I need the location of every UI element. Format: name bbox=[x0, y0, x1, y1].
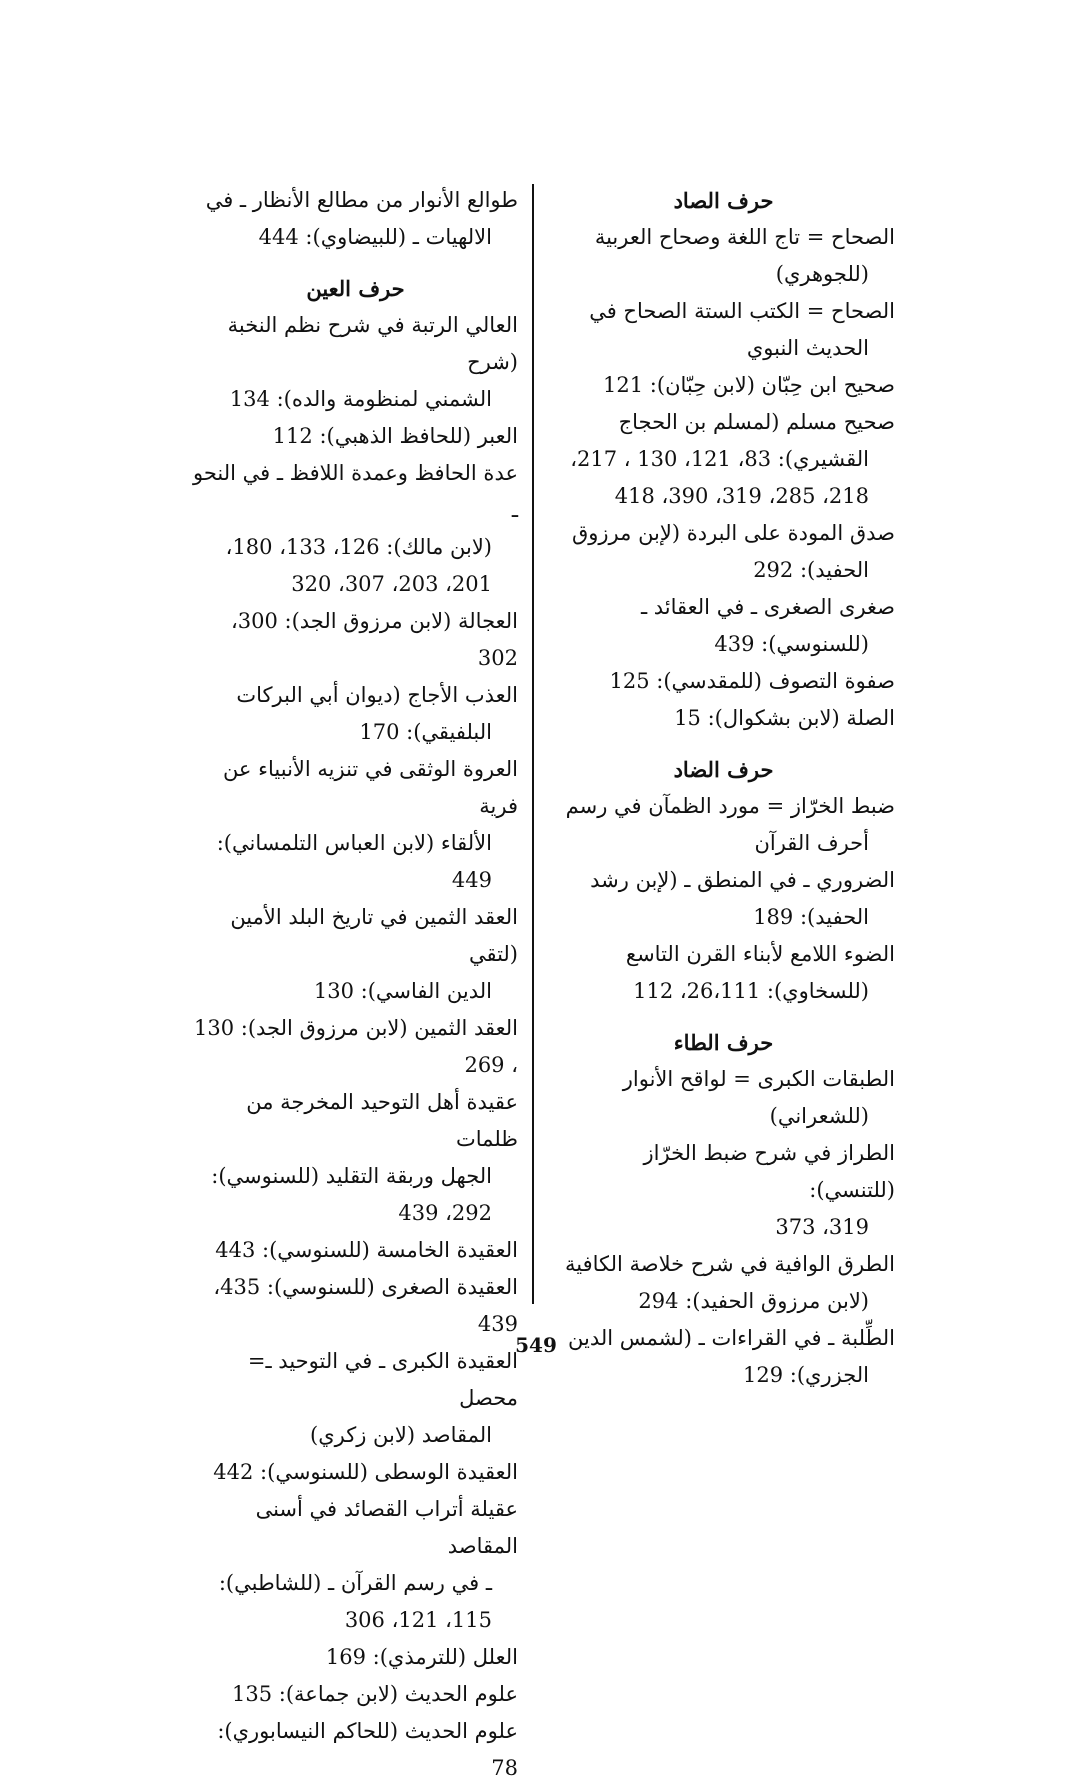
entry-title-line: العقيدة الصغرى (للسنوسي): 435، 439 bbox=[213, 1275, 518, 1336]
entry-title-line: صدق المودة على البردة (لإبن مرزوق bbox=[571, 521, 895, 545]
index-entry bbox=[193, 1084, 518, 1232]
entry-title-line: الطبقات الكبرى = لواقح الأنوار bbox=[622, 1067, 895, 1091]
entry-continuation-line: (للشعراني) bbox=[769, 1104, 869, 1128]
entry-continuation-line: البلفيقي): 170 bbox=[359, 720, 492, 744]
entry-continuation-line: 115، 121، 306 bbox=[344, 1608, 492, 1632]
index-entry bbox=[193, 1269, 518, 1343]
index-entry bbox=[193, 455, 518, 603]
index-entry bbox=[193, 1676, 518, 1713]
entry-continuation-line: الالهيات ـ (للبيضاوي): 444 bbox=[258, 225, 492, 249]
index-entry bbox=[193, 1491, 518, 1639]
entry-title-line: العجالة (لابن مرزوق الجد): 300، 302 bbox=[230, 609, 518, 670]
entry-title-line: العبر (للحافظ الذهبي): 112 bbox=[272, 424, 518, 448]
index-entry bbox=[552, 936, 895, 1010]
entry-title-line: العروة الوثقى في تنزيه الأنبياء عن فرية bbox=[222, 757, 518, 818]
left-column bbox=[193, 182, 518, 1787]
index-entry bbox=[193, 1639, 518, 1676]
entry-title-line: الصحاح = تاج اللغة وصحاح العربية bbox=[594, 225, 895, 249]
index-entry bbox=[193, 1010, 518, 1084]
index-entry bbox=[552, 1135, 895, 1246]
entry-title-line: علوم الحديث (للحاكم النيسابوري): 78 bbox=[217, 1719, 518, 1780]
index-entry bbox=[552, 367, 895, 404]
entry-title-line: عقيدة أهل التوحيد المخرجة من ظلمات bbox=[246, 1090, 518, 1151]
entry-title-line: العقد الثمين (لابن مرزوق الجد): 130 ، 269 bbox=[193, 1016, 518, 1077]
entry-continuation-line: 201، 203، 307، 320 bbox=[291, 572, 492, 596]
index-entry bbox=[552, 1246, 895, 1320]
entry-title-line: صفوة التصوف (للمقدسي): 125 bbox=[609, 669, 895, 693]
entry-title-line: عقيلة أتراب القصائد في أسنى المقاصد bbox=[255, 1497, 518, 1558]
entry-continuation-line: الدين الفاسي): 130 bbox=[313, 979, 492, 1003]
entry-continuation-line: (للسخاوي): 26،111، 112 bbox=[633, 979, 869, 1003]
index-entry bbox=[193, 307, 518, 418]
entry-title-line: الطرق الوافية في شرح خلاصة الكافية bbox=[564, 1252, 895, 1276]
index-entry bbox=[552, 862, 895, 936]
index-entry bbox=[552, 1061, 895, 1135]
index-entry bbox=[193, 603, 518, 677]
index-entry bbox=[193, 1232, 518, 1269]
index-entry bbox=[193, 182, 518, 256]
index-entry bbox=[552, 219, 895, 293]
entry-continuation-line: (لابن مرزوق الحفيد): 294 bbox=[638, 1289, 869, 1313]
index-entry bbox=[193, 1343, 518, 1454]
entry-title-line: العالي الرتبة في شرح نظم النخبة (شرح bbox=[227, 313, 518, 374]
index-entry bbox=[552, 700, 895, 737]
section-heading: حرف العين bbox=[306, 276, 405, 301]
section-heading: حرف الطاء bbox=[673, 1030, 774, 1055]
entry-continuation-line: أحرف القرآن bbox=[754, 831, 869, 855]
entry-title-line: عدة الحافظ وعمدة اللافظ ـ في النحو ـ bbox=[192, 461, 518, 522]
entry-title-line: الطراز في شرح ضبط الخرّاز (للتنسي): bbox=[643, 1141, 895, 1202]
entry-title-line: الصحاح = الكتب الستة الصحاح في bbox=[589, 299, 895, 323]
entry-continuation-line: (لابن مالك): 126، 133، 180، bbox=[225, 535, 492, 559]
entry-continuation-line: المقاصد (لابن زكري) bbox=[310, 1423, 492, 1447]
entry-continuation-line: ـ في رسم القرآن ـ (للشاطبي): bbox=[218, 1571, 492, 1595]
entry-title-line: العقيدة الكبرى ـ في التوحيد ـ= محصل bbox=[247, 1349, 518, 1410]
index-entry bbox=[193, 1454, 518, 1491]
entry-title-line: الصلة (لابن بشكوال): 15 bbox=[674, 706, 895, 730]
entry-continuation-line: الحفيد): 292 bbox=[753, 558, 869, 582]
entry-title-line: صغرى الصغرى ـ في العقائد ـ bbox=[640, 595, 895, 619]
column-divider bbox=[532, 184, 534, 1304]
entry-title-line: الطِّلبة ـ في القراءات ـ (لشمس الدين bbox=[568, 1326, 895, 1350]
entry-title-line: العقيدة الوسطى (للسنوسي): 442 bbox=[213, 1460, 518, 1484]
entry-title-line: علوم الحديث (لابن جماعة): 135 bbox=[232, 1682, 518, 1706]
right-column bbox=[552, 182, 895, 1394]
entry-continuation-line: 292، 439 bbox=[398, 1201, 492, 1225]
entry-continuation-line: القشيري): 83، 121، 130 ، 217، bbox=[570, 447, 869, 471]
entry-continuation-line: (للجوهري) bbox=[775, 262, 869, 286]
entry-continuation-line: 319، 373 bbox=[775, 1215, 869, 1239]
index-entry bbox=[552, 293, 895, 367]
entry-continuation-line: الحديث النبوي bbox=[746, 336, 869, 360]
index-entry bbox=[193, 418, 518, 455]
entry-title-line: الضروري ـ في المنطق ـ (لإبن رشد bbox=[590, 868, 895, 892]
entry-title-line: الضوء اللامع لأبناء القرن التاسع bbox=[625, 942, 895, 966]
index-entry bbox=[193, 677, 518, 751]
entry-continuation-line: (للسنوسي): 439 bbox=[714, 632, 869, 656]
entry-continuation-line: الألقاء (لابن العباس التلمساني): 449 bbox=[216, 831, 492, 892]
section-heading: حرف الصاد bbox=[673, 188, 774, 213]
entry-title-line: العذب الأجاج (ديوان أبي البركات bbox=[236, 683, 518, 707]
entry-title-line: العلل (للترمذي): 169 bbox=[325, 1645, 518, 1669]
entry-continuation-line: الجهل وربقة التقليد (للسنوسي): bbox=[211, 1164, 492, 1188]
index-entry bbox=[552, 404, 895, 515]
entry-title-line: العقد الثمين في تاريخ البلد الأمين (لتقي bbox=[230, 905, 518, 966]
index-entry bbox=[552, 788, 895, 862]
entry-continuation-line: الحفيد): 189 bbox=[753, 905, 869, 929]
index-entry bbox=[552, 1320, 895, 1394]
entry-title-line: ضبط الخرّاز = مورد الظمآن في رسم bbox=[565, 794, 895, 818]
entry-continuation-line: الشمني لمنظومة والده): 134 bbox=[229, 387, 492, 411]
section-heading: حرف الضاد bbox=[673, 757, 774, 782]
entry-title-line: صحيح ابن حِبّان (لابن حِبّان): 121 bbox=[603, 373, 895, 397]
index-entry bbox=[552, 589, 895, 663]
entry-title-line: العقيدة الخامسة (للسنوسي): 443 bbox=[215, 1238, 518, 1262]
index-entry bbox=[193, 899, 518, 1010]
entry-title-line: صحيح مسلم (لمسلم بن الحجاج bbox=[618, 410, 895, 434]
index-entry bbox=[193, 751, 518, 899]
index-entry bbox=[552, 663, 895, 700]
index-entry bbox=[193, 1713, 518, 1787]
entry-continuation-line: الجزري): 129 bbox=[743, 1363, 869, 1387]
page-number: 549 bbox=[515, 1333, 557, 1357]
entry-title-line: طوالع الأنوار من مطالع الأنظار ـ في bbox=[205, 188, 518, 212]
entry-continuation-line: 218، 285، 319، 390، 418 bbox=[614, 484, 869, 508]
index-entry bbox=[552, 515, 895, 589]
